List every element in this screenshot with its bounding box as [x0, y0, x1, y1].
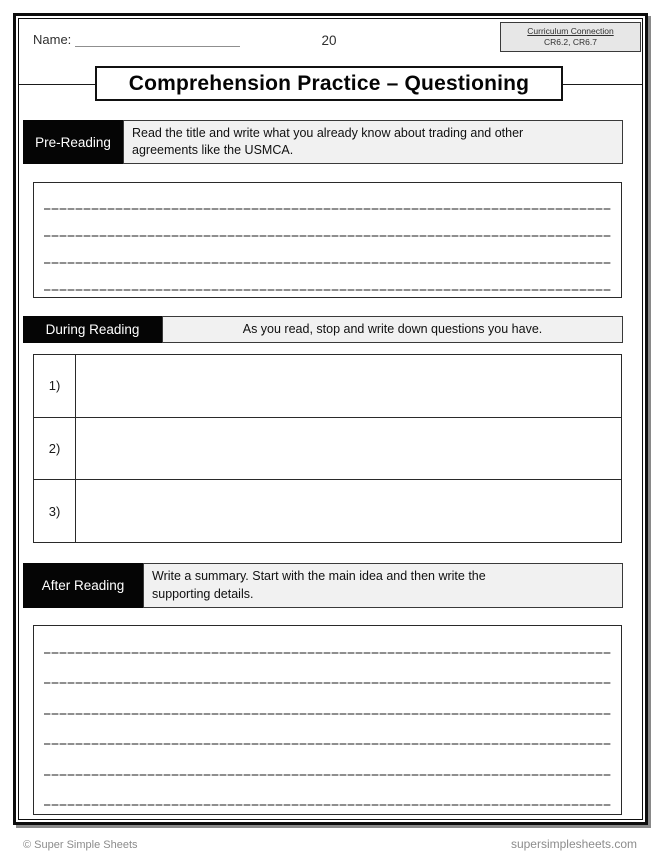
- questions-table: [33, 354, 622, 543]
- curriculum-connection-title: Curriculum Connection: [527, 25, 614, 36]
- writing-line[interactable]: [44, 652, 611, 654]
- writing-line[interactable]: [44, 713, 611, 715]
- writing-line[interactable]: [44, 235, 611, 237]
- during-reading-label: During Reading: [23, 316, 162, 343]
- writing-line[interactable]: [44, 208, 611, 210]
- page-footer: [23, 837, 637, 851]
- question-number: 2): [34, 418, 76, 480]
- writing-line[interactable]: [44, 682, 611, 684]
- page-title: Comprehension Practice – Questioning: [95, 66, 563, 101]
- question-answer-cell[interactable]: [76, 480, 621, 542]
- name-input-line[interactable]: [75, 32, 240, 47]
- page-number: 20: [321, 33, 337, 48]
- curriculum-connection-box: [500, 22, 641, 52]
- writing-line[interactable]: [44, 289, 611, 291]
- name-label: Name:: [33, 32, 72, 47]
- writing-line[interactable]: [44, 774, 611, 776]
- page-border: [13, 13, 648, 825]
- question-answer-cell[interactable]: [76, 355, 621, 417]
- pre-reading-label: Pre-Reading: [23, 120, 123, 164]
- after-reading-label: After Reading: [23, 563, 143, 608]
- during-reading-instruction: As you read, stop and write down questions you have.: [242, 321, 543, 336]
- worksheet-page: [18, 18, 643, 820]
- writing-line[interactable]: [44, 262, 611, 264]
- writing-line[interactable]: [44, 804, 611, 806]
- during-reading-instruction-box: [162, 316, 623, 343]
- copyright-text: © Super Simple Sheets: [23, 839, 138, 851]
- pre-reading-instruction-box: [123, 120, 623, 164]
- name-row: [33, 32, 240, 47]
- table-row: [34, 417, 621, 480]
- question-number: 1): [34, 355, 76, 417]
- pre-reading-instruction: Read the title and write what you already know about trading and other agreements like the USMCA.: [132, 125, 524, 157]
- after-reading-instruction: Write a summary. Start with the main idea and then write the supporting details.: [152, 569, 486, 601]
- pre-reading-writing-box[interactable]: [33, 182, 622, 298]
- writing-line[interactable]: [44, 743, 611, 745]
- curriculum-codes: CR6.2, CR6.7: [544, 37, 597, 47]
- table-row: [34, 355, 621, 417]
- question-answer-cell[interactable]: [76, 418, 621, 480]
- table-row: [34, 479, 621, 542]
- after-reading-instruction-box: [143, 563, 623, 608]
- after-reading-writing-box[interactable]: [33, 625, 622, 815]
- question-number: 3): [34, 480, 76, 542]
- website-link[interactable]: supersimplesheets.com: [510, 837, 637, 851]
